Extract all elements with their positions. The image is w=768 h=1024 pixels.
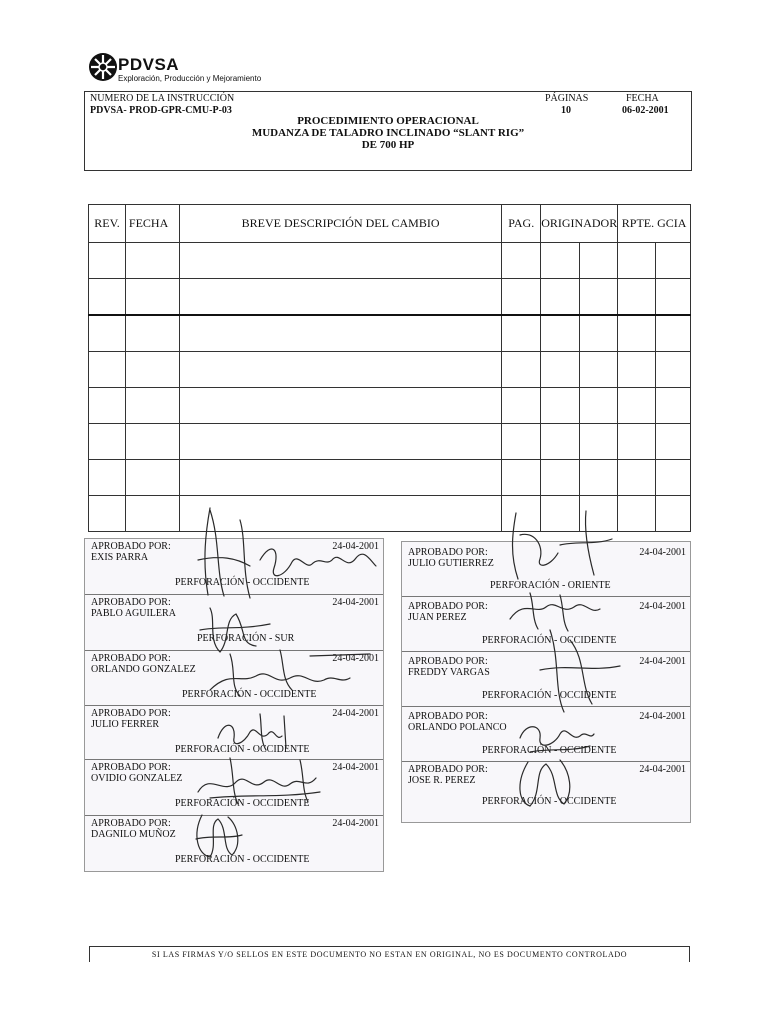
approval-block	[402, 707, 690, 762]
title-line-3: DE 700 HP	[361, 139, 415, 151]
table-cell	[89, 388, 126, 424]
approval-label: APROBADO POR:	[91, 541, 171, 552]
document-header	[84, 91, 692, 171]
table-cell	[125, 279, 179, 316]
approval-block	[402, 542, 690, 597]
approval-date: 24-04-2001	[332, 597, 379, 608]
approval-block	[85, 595, 383, 651]
table-cell	[125, 388, 179, 424]
approver-department: PERFORACIÓN - OCCIDENTE	[482, 796, 617, 807]
table-cell	[579, 424, 618, 460]
table-cell	[89, 459, 126, 495]
approval-date: 24-04-2001	[639, 547, 686, 558]
approver-name: JOSE R. PEREZ	[408, 775, 476, 786]
table-cell	[541, 352, 580, 388]
approval-label: APROBADO POR:	[91, 762, 171, 773]
table-row	[89, 315, 691, 352]
date-value: 06-02-2001	[622, 105, 669, 116]
approver-department: PERFORACIÓN - OCCIDENTE	[482, 635, 617, 646]
approver-name: JUAN PEREZ	[408, 612, 467, 623]
approver-name: DAGNILO MUÑOZ	[91, 829, 176, 840]
logo-subtitle: Exploración, Producción y Mejoramiento	[118, 74, 262, 83]
approver-department: PERFORACIÓN - OCCIDENTE	[175, 744, 310, 755]
table-cell	[579, 495, 618, 531]
table-cell	[502, 352, 541, 388]
table-cell	[89, 424, 126, 460]
table-row	[89, 495, 691, 531]
title-line-2: MUDANZA DE TALADRO INCLINADO “SLANT RIG”	[251, 127, 525, 139]
table-cell	[618, 279, 656, 316]
table-cell	[89, 279, 126, 316]
table-cell	[656, 315, 691, 352]
approvals-left-card	[84, 538, 384, 872]
table-row	[89, 243, 691, 279]
table-cell	[618, 352, 656, 388]
approver-department: PERFORACIÓN - OCCIDENTE	[175, 798, 310, 809]
approval-date: 24-04-2001	[332, 762, 379, 773]
approver-department: PERFORACIÓN - OCCIDENTE	[175, 854, 310, 865]
table-cell	[541, 459, 580, 495]
table-cell	[541, 279, 580, 316]
table-cell	[618, 315, 656, 352]
approval-label: APROBADO POR:	[408, 764, 488, 775]
approver-name: EXIS PARRA	[91, 552, 149, 563]
table-header-row	[89, 205, 691, 243]
table-row	[89, 424, 691, 460]
approver-department: PERFORACIÓN - OCCIDENTE	[482, 745, 617, 756]
approval-label: APROBADO POR:	[408, 601, 488, 612]
table-cell	[179, 495, 501, 531]
approval-block	[85, 651, 383, 706]
approval-label: APROBADO POR:	[91, 597, 171, 608]
approver-department: PERFORACIÓN - OCCIDENTE	[482, 690, 617, 701]
approval-date: 24-04-2001	[639, 656, 686, 667]
table-cell	[541, 315, 580, 352]
table-cell	[618, 243, 656, 279]
table-cell	[179, 424, 501, 460]
table-cell	[656, 279, 691, 316]
approval-block	[402, 597, 690, 652]
table-cell	[541, 495, 580, 531]
approval-date: 24-04-2001	[639, 764, 686, 775]
table-cell	[89, 352, 126, 388]
approver-name: OVIDIO GONZALEZ	[91, 773, 183, 784]
approval-label: APROBADO POR:	[91, 708, 171, 719]
approval-block	[85, 760, 383, 816]
approval-date: 24-04-2001	[332, 708, 379, 719]
pdvsa-logo	[88, 52, 278, 86]
table-cell	[541, 243, 580, 279]
approval-date: 24-04-2001	[639, 711, 686, 722]
table-cell	[502, 315, 541, 352]
table-cell	[502, 243, 541, 279]
table-row	[89, 459, 691, 495]
approval-block	[85, 816, 383, 871]
approver-name: JULIO GUTIERREZ	[408, 558, 494, 569]
table-cell	[656, 424, 691, 460]
col-header-rev: REV.	[89, 205, 126, 243]
approver-department: PERFORACIÓN - OCCIDENTE	[182, 689, 317, 700]
date-label: FECHA	[626, 93, 659, 104]
table-cell	[125, 424, 179, 460]
table-cell	[618, 424, 656, 460]
table-cell	[579, 315, 618, 352]
table-cell	[179, 243, 501, 279]
table-cell	[502, 459, 541, 495]
instruction-number: PDVSA- PROD-GPR-CMU-P-03	[90, 105, 232, 116]
revision-table	[88, 204, 691, 532]
table-cell	[502, 279, 541, 316]
table-cell	[656, 388, 691, 424]
approvals-right-card	[401, 541, 691, 823]
table-cell	[579, 243, 618, 279]
table-cell	[656, 495, 691, 531]
table-row	[89, 388, 691, 424]
approver-name: ORLANDO POLANCO	[408, 722, 507, 733]
table-cell	[502, 424, 541, 460]
footer-control-notice: SI LAS FIRMAS Y/O SELLOS EN ESTE DOCUMENTO NO ESTAN EN ORIGINAL, NO ES DOCUMENTO CONTROLADO	[89, 946, 690, 962]
instruction-label: NUMERO DE LA INSTRUCCIÓN	[90, 93, 235, 104]
table-cell	[579, 352, 618, 388]
approver-name: PABLO AGUILERA	[91, 608, 176, 619]
table-cell	[656, 459, 691, 495]
table-cell	[89, 243, 126, 279]
document-title	[85, 115, 691, 151]
table-cell	[125, 459, 179, 495]
approval-label: APROBADO POR:	[408, 656, 488, 667]
approval-label: APROBADO POR:	[408, 711, 488, 722]
table-cell	[179, 388, 501, 424]
approver-department: PERFORACIÓN - ORIENTE	[490, 580, 611, 591]
col-header-pag: PAG.	[502, 205, 541, 243]
approver-name: JULIO FERRER	[91, 719, 160, 730]
table-cell	[89, 495, 126, 531]
table-cell	[125, 352, 179, 388]
table-cell	[125, 315, 179, 352]
table-cell	[179, 459, 501, 495]
table-cell	[541, 388, 580, 424]
col-header-description: BREVE DESCRIPCIÓN DEL CAMBIO	[179, 205, 501, 243]
table-cell	[579, 279, 618, 316]
table-cell	[89, 315, 126, 352]
approval-label: APROBADO POR:	[408, 547, 488, 558]
approval-date: 24-04-2001	[332, 541, 379, 552]
pdvsa-sun-icon	[88, 52, 118, 82]
table-cell	[579, 388, 618, 424]
col-header-rpte-gcia: RPTE. GCIA	[618, 205, 691, 243]
approval-block	[402, 652, 690, 707]
approval-block	[85, 539, 383, 595]
approval-label: APROBADO POR:	[91, 818, 171, 829]
col-header-originador: ORIGINADOR	[541, 205, 618, 243]
approver-department: PERFORACIÓN - SUR	[197, 633, 295, 644]
pages-label: PÁGINAS	[545, 93, 589, 104]
table-cell	[618, 495, 656, 531]
approver-name: ORLANDO GONZALEZ	[91, 664, 196, 675]
table-cell	[541, 424, 580, 460]
title-line-1: PROCEDIMIENTO OPERACIONAL	[297, 115, 479, 127]
approval-date: 24-04-2001	[639, 601, 686, 612]
pages-value: 10	[561, 105, 571, 116]
table-cell	[618, 459, 656, 495]
table-cell	[579, 459, 618, 495]
approval-block	[402, 762, 690, 822]
table-cell	[656, 352, 691, 388]
table-cell	[618, 388, 656, 424]
table-cell	[502, 495, 541, 531]
table-cell	[125, 495, 179, 531]
approval-date: 24-04-2001	[332, 653, 379, 664]
approver-department: PERFORACIÓN - OCCIDENTE	[175, 577, 310, 588]
table-cell	[179, 352, 501, 388]
table-row	[89, 279, 691, 316]
col-header-fecha: FECHA	[125, 205, 179, 243]
table-cell	[125, 243, 179, 279]
table-cell	[179, 315, 501, 352]
logo-name: PDVSA	[118, 55, 180, 74]
approver-name: FREDDY VARGAS	[408, 667, 490, 678]
approval-block	[85, 706, 383, 760]
table-cell	[502, 388, 541, 424]
approval-label: APROBADO POR:	[91, 653, 171, 664]
table-row	[89, 352, 691, 388]
approval-date: 24-04-2001	[332, 818, 379, 829]
table-cell	[179, 279, 501, 316]
table-cell	[656, 243, 691, 279]
